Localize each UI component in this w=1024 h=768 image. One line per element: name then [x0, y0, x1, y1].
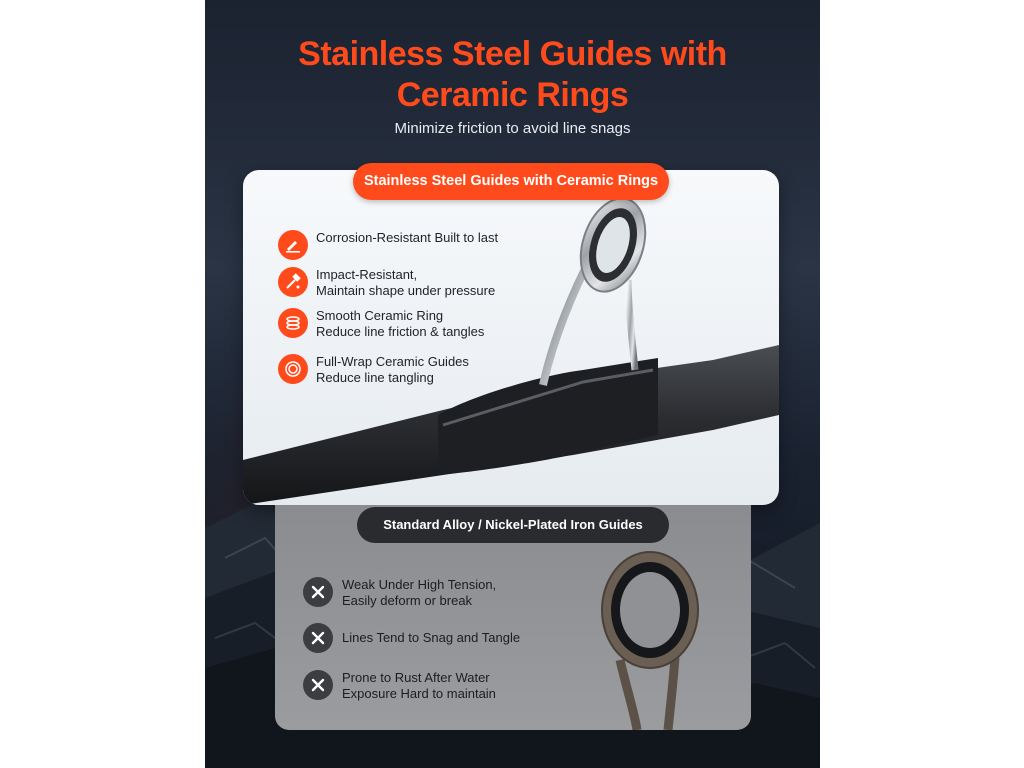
x-icon: [303, 670, 333, 700]
drawback-line-1: Lines Tend to Snag and Tangle: [342, 630, 521, 645]
drawback-line-2: Exposure Hard to maintain: [342, 686, 496, 701]
feature-line-1: Impact-Resistant,: [316, 267, 418, 282]
x-icon: [303, 623, 333, 653]
feature-line-2: Reduce line friction & tangles: [316, 324, 485, 339]
product-poster: [205, 0, 820, 768]
drawback-line-2: Easily deform or break: [342, 593, 473, 608]
headline-line-2: Ceramic Rings: [396, 76, 629, 114]
drawback-line-1: Weak Under High Tension,: [342, 577, 497, 592]
ring-stack-icon: [278, 308, 308, 338]
shield-pen-icon: [278, 230, 308, 260]
feature-line-2: Maintain shape under pressure: [316, 283, 496, 298]
feature-line-1: Full-Wrap Ceramic Guides: [316, 354, 469, 369]
x-icon: [303, 577, 333, 607]
drawback-line-1: Prone to Rust After Water: [342, 670, 490, 685]
impact-hammer-icon: [278, 267, 308, 297]
feature-line-1: Corrosion-Resistant Built to last: [316, 230, 499, 245]
feature-line-2: Reduce line tangling: [316, 370, 434, 385]
premium-guides-badge: Stainless Steel Guides with Ceramic Rings: [353, 163, 669, 200]
feature-line-1: Smooth Ceramic Ring: [316, 308, 444, 323]
standard-guides-badge: Standard Alloy / Nickel-Plated Iron Guides: [357, 507, 669, 543]
headline-line-1: Stainless Steel Guides with: [298, 35, 727, 73]
premium-guides-card: [243, 170, 779, 505]
subheadline: Minimize friction to avoid line snags: [394, 120, 631, 137]
concentric-ring-icon: [278, 354, 308, 384]
